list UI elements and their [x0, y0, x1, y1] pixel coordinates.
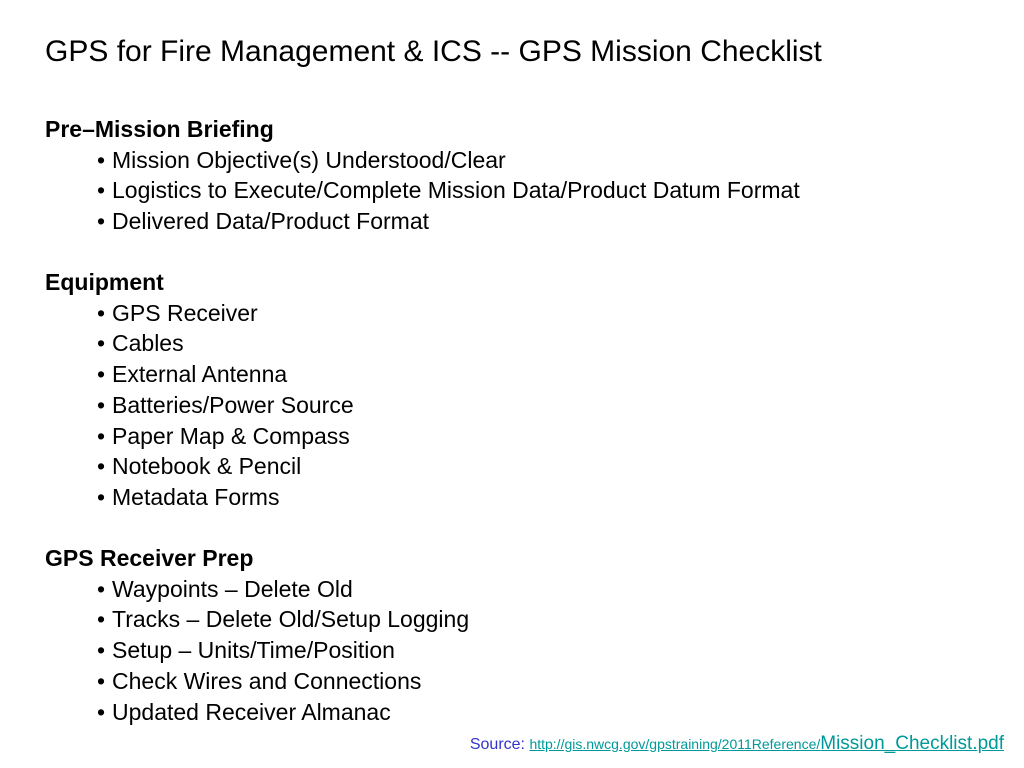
bullet-icon: •: [97, 698, 106, 725]
bullet-icon: •: [97, 391, 106, 418]
bullet-icon: •: [97, 330, 106, 357]
page-title: GPS for Fire Management & ICS -- GPS Mission Checklist: [45, 35, 822, 68]
source-label: Source:: [469, 736, 530, 753]
checklist-item-label: GPS Receiver: [112, 299, 258, 326]
bullet-icon: •: [97, 299, 106, 326]
checklist-item: [97, 482, 354, 513]
bullet-icon: •: [97, 667, 106, 694]
checklist-item-label: Setup – Units/Time/Position: [112, 637, 395, 664]
section-equipment: [45, 267, 354, 513]
source-citation: [470, 731, 1004, 758]
checklist-item-label: Delivered Data/Product Format: [112, 208, 430, 235]
bullet-icon: •: [97, 177, 106, 204]
checklist-item: [97, 421, 354, 452]
checklist-item: [97, 574, 469, 605]
checklist-item-label: Paper Map & Compass: [112, 422, 350, 449]
source-link-prefix: http://gis.nwcg.gov/gpstraining/2011Reference/: [529, 736, 821, 752]
checklist-item: [97, 697, 469, 728]
checklist-item: [97, 451, 354, 482]
checklist-item: [97, 145, 800, 176]
checklist-item: [97, 390, 354, 421]
checklist-item-label: Check Wires and Connections: [112, 667, 422, 694]
checklist-item: [97, 328, 354, 359]
checklist: [45, 298, 354, 513]
section-pre-mission-briefing: [45, 114, 800, 237]
bullet-icon: •: [97, 575, 106, 602]
section-heading: GPS Receiver Prep: [45, 545, 254, 571]
checklist: [45, 574, 469, 728]
bullet-icon: •: [97, 606, 106, 633]
checklist-item-label: Logistics to Execute/Complete Mission Data/Product Datum Format: [112, 177, 800, 204]
checklist-item: [97, 298, 354, 329]
checklist-item-label: Cables: [112, 330, 184, 357]
checklist-item-label: Tracks – Delete Old/Setup Logging: [112, 606, 470, 633]
checklist-item: [97, 635, 469, 666]
bullet-icon: •: [97, 483, 106, 510]
checklist-item: [97, 666, 469, 697]
bullet-icon: •: [97, 637, 106, 664]
source-link-file: Mission_Checklist.pdf: [820, 733, 1004, 754]
checklist-item: [97, 175, 800, 206]
checklist-item-label: Metadata Forms: [112, 483, 280, 510]
bullet-icon: •: [97, 146, 106, 173]
section-heading: Pre–Mission Briefing: [45, 116, 274, 142]
section-heading: Equipment: [45, 269, 164, 295]
checklist-item: [97, 359, 354, 390]
checklist-item: [97, 604, 469, 635]
bullet-icon: •: [97, 361, 106, 388]
checklist-item-label: Waypoints – Delete Old: [112, 575, 353, 602]
section-gps-receiver-prep: [45, 543, 469, 727]
checklist-item-label: Mission Objective(s) Understood/Clear: [112, 146, 506, 173]
checklist-item-label: External Antenna: [112, 361, 288, 388]
checklist-item-label: Batteries/Power Source: [112, 391, 354, 418]
source-link[interactable]: [529, 733, 1004, 754]
checklist: [45, 145, 800, 237]
checklist-item-label: Updated Receiver Almanac: [112, 698, 391, 725]
checklist-item-label: Notebook & Pencil: [112, 453, 302, 480]
bullet-icon: •: [97, 453, 106, 480]
bullet-icon: •: [97, 208, 106, 235]
checklist-item: [97, 206, 800, 237]
bullet-icon: •: [97, 422, 106, 449]
